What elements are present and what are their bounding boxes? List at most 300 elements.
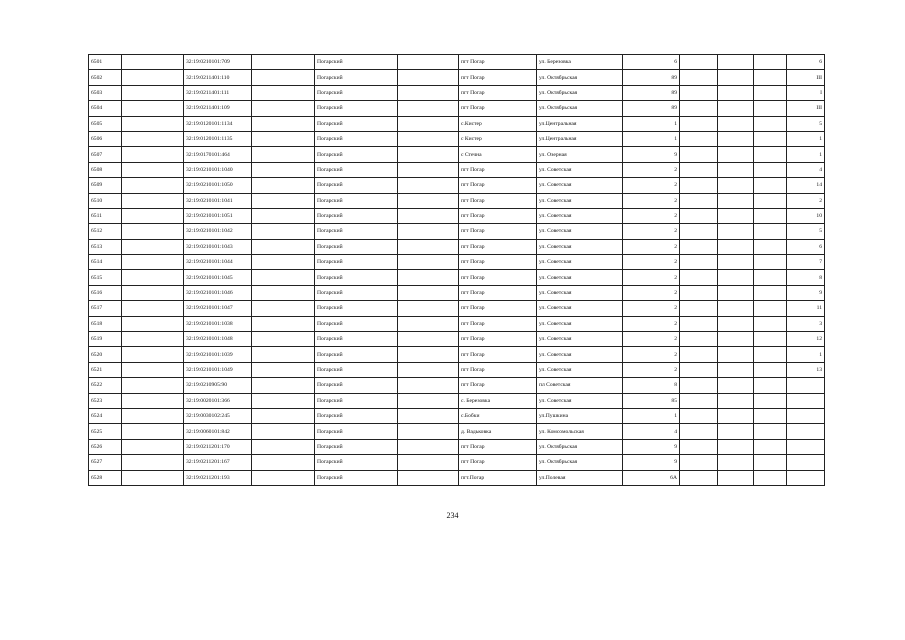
settlement-cell: пгт Погар (459, 285, 537, 300)
apartment-number-cell: 4 (787, 162, 825, 177)
blank-col-cell (398, 316, 459, 331)
blank-col-cell (680, 393, 718, 408)
blank-col-cell (252, 208, 315, 223)
blank-col-cell (122, 255, 184, 270)
blank-col-cell (252, 347, 315, 362)
street-cell: ул. Октябрьская (537, 439, 623, 454)
blank-col-cell (754, 178, 787, 193)
district-cell: Погарский (315, 224, 398, 239)
blank-col-cell (252, 131, 315, 146)
apartment-number-cell: 13 (787, 362, 825, 377)
cadastral-number-cell: 32:19:0210101:1050 (184, 178, 252, 193)
house-number-cell: 85 (623, 393, 680, 408)
apartment-number-cell: I (787, 85, 825, 100)
blank-col-cell (122, 378, 184, 393)
house-number-cell: 2 (623, 255, 680, 270)
row-number-cell: 6518 (89, 316, 122, 331)
blank-col-cell (122, 116, 184, 131)
row-number-cell: 6515 (89, 270, 122, 285)
blank-col-cell (718, 131, 754, 146)
street-cell: ул. Советская (537, 208, 623, 223)
settlement-cell: пгт Погар (459, 70, 537, 85)
settlement-cell: пгт Погар (459, 362, 537, 377)
blank-col-cell (122, 424, 184, 439)
page-number: 234 (446, 511, 459, 520)
blank-col-cell (122, 208, 184, 223)
house-number-cell: 1 (623, 116, 680, 131)
house-number-cell: 1 (623, 408, 680, 423)
cadastral-number-cell: 32:19:0210101:1041 (184, 193, 252, 208)
table-row (89, 147, 825, 162)
house-number-cell: 2 (623, 362, 680, 377)
row-number-cell: 6502 (89, 70, 122, 85)
blank-col-cell (252, 162, 315, 177)
blank-col-cell (680, 85, 718, 100)
blank-col-cell (122, 131, 184, 146)
house-number-cell: 2 (623, 332, 680, 347)
street-cell: ул. Советская (537, 193, 623, 208)
blank-col-cell (680, 224, 718, 239)
blank-col-cell (680, 147, 718, 162)
street-cell: ул.Пушкина (537, 408, 623, 423)
blank-col-cell (252, 193, 315, 208)
table-row (89, 224, 825, 239)
street-cell: ул. Советская (537, 224, 623, 239)
blank-col-cell (122, 285, 184, 300)
blank-col-cell (718, 208, 754, 223)
street-cell: ул. Советская (537, 393, 623, 408)
district-cell: Погарский (315, 393, 398, 408)
blank-col-cell (680, 424, 718, 439)
blank-col-cell (718, 347, 754, 362)
blank-col-cell (718, 85, 754, 100)
blank-col-cell (398, 70, 459, 85)
apartment-number-cell (787, 408, 825, 423)
row-number-cell: 6507 (89, 147, 122, 162)
street-cell: ул. Советская (537, 162, 623, 177)
blank-col-cell (754, 316, 787, 331)
blank-col-cell (398, 470, 459, 485)
blank-col-cell (754, 470, 787, 485)
blank-col-cell (398, 408, 459, 423)
blank-col-cell (252, 147, 315, 162)
apartment-number-cell: 8 (787, 270, 825, 285)
settlement-cell: пгт Погар (459, 301, 537, 316)
blank-col-cell (122, 393, 184, 408)
blank-col-cell (718, 424, 754, 439)
district-cell: Погарский (315, 208, 398, 223)
settlement-cell: пгт Погар (459, 455, 537, 470)
house-number-cell: 2 (623, 270, 680, 285)
blank-col-cell (754, 455, 787, 470)
street-cell: ул. Березовка (537, 55, 623, 70)
house-number-cell: 9 (623, 147, 680, 162)
blank-col-cell (398, 131, 459, 146)
settlement-cell: пгт Погар (459, 208, 537, 223)
cadastral-number-cell: 32:19:0210905:90 (184, 378, 252, 393)
table-row (89, 116, 825, 131)
settlement-cell: пгт Погар (459, 255, 537, 270)
settlement-cell: с.Бобки (459, 408, 537, 423)
blank-col-cell (680, 285, 718, 300)
row-number-cell: 6517 (89, 301, 122, 316)
apartment-number-cell: 10 (787, 208, 825, 223)
cadastral-number-cell: 32:19:0210101:1047 (184, 301, 252, 316)
row-number-cell: 6521 (89, 362, 122, 377)
blank-col-cell (754, 408, 787, 423)
table-row (89, 424, 825, 439)
street-cell: ул. Октябрьская (537, 455, 623, 470)
blank-col-cell (252, 178, 315, 193)
blank-col-cell (680, 347, 718, 362)
blank-col-cell (398, 147, 459, 162)
street-cell: ул. Советская (537, 316, 623, 331)
street-cell: ул. Октябрьская (537, 85, 623, 100)
blank-col-cell (252, 470, 315, 485)
blank-col-cell (754, 162, 787, 177)
apartment-number-cell: 1 (787, 131, 825, 146)
street-cell: ул. Советская (537, 178, 623, 193)
blank-col-cell (680, 162, 718, 177)
table-row (89, 393, 825, 408)
blank-col-cell (718, 439, 754, 454)
blank-col-cell (398, 285, 459, 300)
house-number-cell: 8 (623, 378, 680, 393)
district-cell: Погарский (315, 147, 398, 162)
apartment-number-cell: 5 (787, 116, 825, 131)
row-number-cell: 6519 (89, 332, 122, 347)
blank-col-cell (122, 301, 184, 316)
blank-col-cell (122, 162, 184, 177)
cadastral-number-cell: 32:19:0210101:1051 (184, 208, 252, 223)
table-row (89, 55, 825, 70)
blank-col-cell (754, 55, 787, 70)
blank-col-cell (252, 85, 315, 100)
blank-col-cell (680, 316, 718, 331)
street-cell: ул. Комсомольская (537, 424, 623, 439)
house-number-cell: 2 (623, 178, 680, 193)
blank-col-cell (754, 393, 787, 408)
house-number-cell: 89 (623, 70, 680, 85)
settlement-cell: д. Вадьковка (459, 424, 537, 439)
row-number-cell: 6514 (89, 255, 122, 270)
district-cell: Погарский (315, 347, 398, 362)
blank-col-cell (680, 408, 718, 423)
house-number-cell: 4 (623, 424, 680, 439)
blank-col-cell (680, 301, 718, 316)
blank-col-cell (252, 116, 315, 131)
blank-col-cell (718, 270, 754, 285)
row-number-cell: 6528 (89, 470, 122, 485)
row-number-cell: 6512 (89, 224, 122, 239)
blank-col-cell (252, 362, 315, 377)
row-number-cell: 6501 (89, 55, 122, 70)
table-row (89, 178, 825, 193)
blank-col-cell (680, 178, 718, 193)
blank-col-cell (252, 378, 315, 393)
blank-col-cell (122, 178, 184, 193)
blank-col-cell (754, 116, 787, 131)
blank-col-cell (122, 470, 184, 485)
blank-col-cell (718, 408, 754, 423)
registry-table (88, 54, 825, 486)
blank-col-cell (754, 85, 787, 100)
blank-col-cell (122, 332, 184, 347)
blank-col-cell (398, 208, 459, 223)
blank-col-cell (252, 393, 315, 408)
blank-col-cell (398, 332, 459, 347)
blank-col-cell (252, 408, 315, 423)
table-row (89, 208, 825, 223)
blank-col-cell (398, 116, 459, 131)
row-number-cell: 6511 (89, 208, 122, 223)
house-number-cell: 89 (623, 85, 680, 100)
table-row (89, 70, 825, 85)
district-cell: Погарский (315, 55, 398, 70)
blank-col-cell (398, 85, 459, 100)
district-cell: Погарский (315, 316, 398, 331)
settlement-cell: с Стечна (459, 147, 537, 162)
table-row (89, 362, 825, 377)
house-number-cell: 2 (623, 162, 680, 177)
blank-col-cell (754, 239, 787, 254)
settlement-cell: пгт Погар (459, 101, 537, 116)
blank-col-cell (754, 347, 787, 362)
district-cell: Погарский (315, 362, 398, 377)
district-cell: Погарский (315, 332, 398, 347)
blank-col-cell (398, 347, 459, 362)
street-cell: пл Советская (537, 378, 623, 393)
table-row (89, 408, 825, 423)
cadastral-number-cell: 32:19:0210101:709 (184, 55, 252, 70)
blank-col-cell (680, 255, 718, 270)
settlement-cell: пгт Погар (459, 332, 537, 347)
blank-col-cell (680, 362, 718, 377)
blank-col-cell (398, 255, 459, 270)
street-cell: ул. Октябрьская (537, 101, 623, 116)
blank-col-cell (398, 301, 459, 316)
blank-col-cell (122, 147, 184, 162)
house-number-cell: 2 (623, 316, 680, 331)
blank-col-cell (252, 316, 315, 331)
table-row (89, 455, 825, 470)
blank-col-cell (252, 239, 315, 254)
settlement-cell: пгт Погар (459, 55, 537, 70)
apartment-number-cell: 9 (787, 285, 825, 300)
blank-col-cell (398, 101, 459, 116)
blank-col-cell (398, 162, 459, 177)
blank-col-cell (398, 239, 459, 254)
blank-col-cell (252, 424, 315, 439)
table-row (89, 301, 825, 316)
blank-col-cell (718, 55, 754, 70)
blank-col-cell (398, 424, 459, 439)
settlement-cell: пгт Погар (459, 178, 537, 193)
blank-col-cell (680, 455, 718, 470)
row-number-cell: 6524 (89, 408, 122, 423)
street-cell: ул. Советская (537, 362, 623, 377)
apartment-number-cell: 3 (787, 316, 825, 331)
district-cell: Погарский (315, 255, 398, 270)
house-number-cell: 89 (623, 101, 680, 116)
row-number-cell: 6506 (89, 131, 122, 146)
blank-col-cell (718, 239, 754, 254)
blank-col-cell (718, 470, 754, 485)
table-row (89, 255, 825, 270)
settlement-cell: пгт Погар (459, 193, 537, 208)
blank-col-cell (252, 455, 315, 470)
blank-col-cell (122, 239, 184, 254)
blank-col-cell (754, 285, 787, 300)
district-cell: Погарский (315, 85, 398, 100)
district-cell: Погарский (315, 424, 398, 439)
blank-col-cell (680, 70, 718, 85)
settlement-cell: пгт Погар (459, 439, 537, 454)
apartment-number-cell: 14 (787, 178, 825, 193)
district-cell: Погарский (315, 178, 398, 193)
apartment-number-cell: 12 (787, 332, 825, 347)
house-number-cell: 6А (623, 470, 680, 485)
blank-col-cell (398, 55, 459, 70)
table-row (89, 101, 825, 116)
cadastral-number-cell: 32:19:0211201:167 (184, 455, 252, 470)
settlement-cell: пгт Погар (459, 347, 537, 362)
blank-col-cell (398, 362, 459, 377)
settlement-cell: с. Березовка (459, 393, 537, 408)
cadastral-number-cell: 32:19:0211401:110 (184, 70, 252, 85)
blank-col-cell (718, 378, 754, 393)
blank-col-cell (398, 193, 459, 208)
house-number-cell: 2 (623, 193, 680, 208)
blank-col-cell (122, 408, 184, 423)
cadastral-number-cell: 32:19:0120101:1134 (184, 116, 252, 131)
blank-col-cell (718, 178, 754, 193)
blank-col-cell (754, 332, 787, 347)
settlement-cell: пгт Погар (459, 239, 537, 254)
blank-col-cell (754, 362, 787, 377)
district-cell: Погарский (315, 301, 398, 316)
blank-col-cell (680, 55, 718, 70)
blank-col-cell (252, 55, 315, 70)
blank-col-cell (680, 439, 718, 454)
cadastral-number-cell: 32:19:0210101:1042 (184, 224, 252, 239)
blank-col-cell (680, 239, 718, 254)
blank-col-cell (122, 85, 184, 100)
row-number-cell: 6504 (89, 101, 122, 116)
district-cell: Погарский (315, 470, 398, 485)
table-row (89, 316, 825, 331)
blank-col-cell (718, 193, 754, 208)
street-cell: ул. Советская (537, 347, 623, 362)
table-row (89, 270, 825, 285)
blank-col-cell (754, 301, 787, 316)
street-cell: ул.Центральная (537, 131, 623, 146)
table-body (89, 55, 825, 486)
blank-col-cell (680, 378, 718, 393)
street-cell: ул.Центральная (537, 116, 623, 131)
row-number-cell: 6503 (89, 85, 122, 100)
row-number-cell: 6522 (89, 378, 122, 393)
apartment-number-cell (787, 455, 825, 470)
house-number-cell: 2 (623, 208, 680, 223)
row-number-cell: 6527 (89, 455, 122, 470)
table-row (89, 131, 825, 146)
blank-col-cell (718, 162, 754, 177)
cadastral-number-cell: 32:19:0211201:170 (184, 439, 252, 454)
district-cell: Погарский (315, 131, 398, 146)
cadastral-number-cell: 32:19:0120101:1135 (184, 131, 252, 146)
table-row (89, 378, 825, 393)
blank-col-cell (398, 178, 459, 193)
blank-col-cell (754, 147, 787, 162)
settlement-cell: пгт Погар (459, 162, 537, 177)
row-number-cell: 6508 (89, 162, 122, 177)
settlement-cell: пгт.Погар (459, 470, 537, 485)
street-cell: ул. Советская (537, 239, 623, 254)
blank-col-cell (252, 255, 315, 270)
blank-col-cell (252, 70, 315, 85)
settlement-cell: пгт Погар (459, 270, 537, 285)
table-row (89, 439, 825, 454)
blank-col-cell (718, 285, 754, 300)
apartment-number-cell: 7 (787, 255, 825, 270)
blank-col-cell (754, 424, 787, 439)
apartment-number-cell: 6 (787, 55, 825, 70)
blank-col-cell (122, 101, 184, 116)
blank-col-cell (398, 270, 459, 285)
blank-col-cell (398, 378, 459, 393)
blank-col-cell (398, 224, 459, 239)
blank-col-cell (754, 378, 787, 393)
cadastral-number-cell: 32:19:0210101:1038 (184, 316, 252, 331)
cadastral-number-cell: 32:19:0170101:464 (184, 147, 252, 162)
blank-col-cell (718, 147, 754, 162)
blank-col-cell (718, 316, 754, 331)
blank-col-cell (754, 70, 787, 85)
blank-col-cell (398, 393, 459, 408)
blank-col-cell (754, 439, 787, 454)
row-number-cell: 6509 (89, 178, 122, 193)
table-row (89, 193, 825, 208)
blank-col-cell (680, 332, 718, 347)
blank-col-cell (122, 316, 184, 331)
settlement-cell: с Кистер (459, 131, 537, 146)
blank-col-cell (754, 255, 787, 270)
house-number-cell: 2 (623, 301, 680, 316)
row-number-cell: 6505 (89, 116, 122, 131)
settlement-cell: с.Кистер (459, 116, 537, 131)
blank-col-cell (122, 70, 184, 85)
row-number-cell: 6520 (89, 347, 122, 362)
apartment-number-cell: III (787, 70, 825, 85)
row-number-cell: 6523 (89, 393, 122, 408)
apartment-number-cell: 5 (787, 224, 825, 239)
apartment-number-cell: 6 (787, 239, 825, 254)
table-row (89, 285, 825, 300)
street-cell: ул. Озерная (537, 147, 623, 162)
house-number-cell: 9 (623, 439, 680, 454)
cadastral-number-cell: 32:19:0210101:1040 (184, 162, 252, 177)
blank-col-cell (754, 131, 787, 146)
apartment-number-cell (787, 424, 825, 439)
blank-col-cell (252, 301, 315, 316)
district-cell: Погарский (315, 378, 398, 393)
blank-col-cell (122, 455, 184, 470)
blank-col-cell (680, 270, 718, 285)
apartment-number-cell: 1 (787, 147, 825, 162)
blank-col-cell (398, 455, 459, 470)
district-cell: Погарский (315, 101, 398, 116)
